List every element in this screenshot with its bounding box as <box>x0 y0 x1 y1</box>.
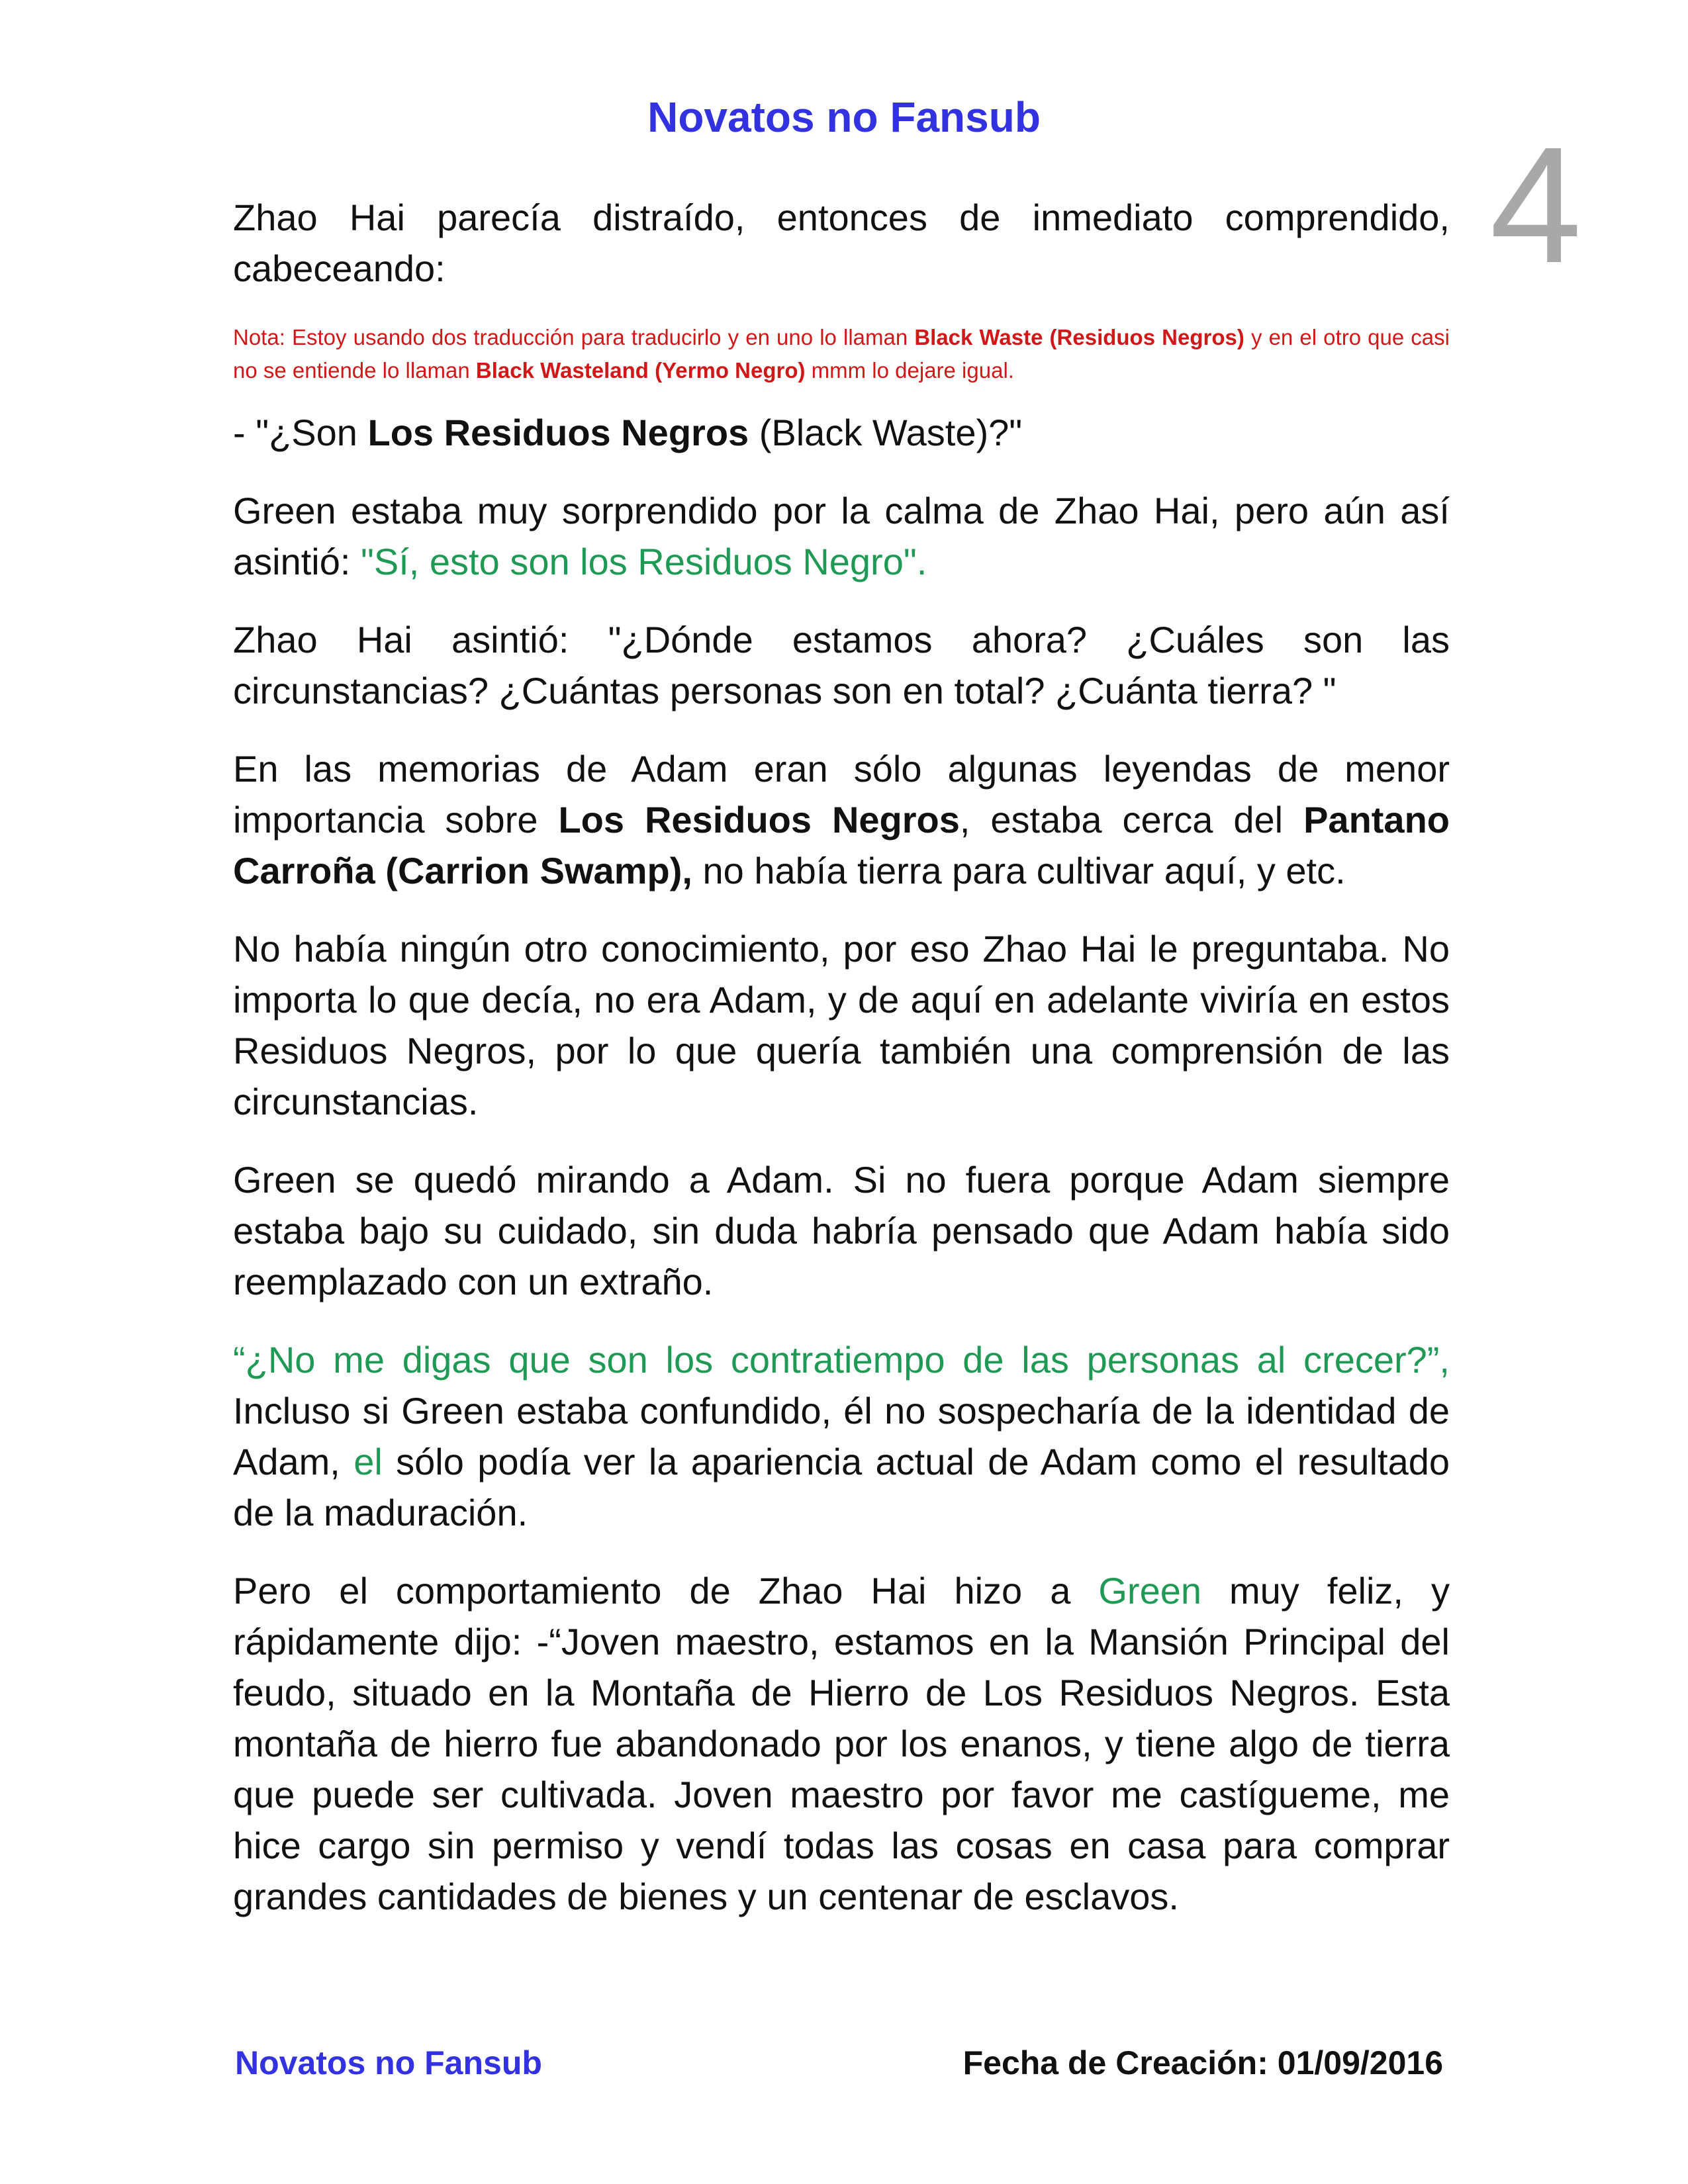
p8-text-d: sólo podía ver la apariencia actual de Adam como el resultado de la maduración. <box>233 1441 1450 1533</box>
note-term-black-wasteland: Black Wasteland (Yermo Negro) <box>475 358 806 383</box>
header-title: Novatos no Fansub <box>647 93 1041 141</box>
paragraph-2 <box>233 407 1450 458</box>
paragraph-4: Zhao Hai asintió: "¿Dónde estamos ahora? ¿Cuáles son las circunstancias? ¿Cuántas personas son en total? ¿Cuánta tierra? " <box>233 619 1450 711</box>
note-term-black-waste: Black Waste (Residuos Negros) <box>914 325 1244 349</box>
p5-term-pantano: Pantano Carroña (Carrion Swamp), <box>233 799 1450 891</box>
p2-text-c: (Black Waste)?" <box>749 412 1023 453</box>
paragraph-5 <box>233 743 1450 896</box>
footer-right: Fecha de Creación: 01/09/2016 <box>962 2044 1443 2081</box>
p8-green-word: el <box>353 1441 383 1482</box>
p9-text-a: Pero el comportamiento de Zhao Hai hizo a <box>233 1570 1099 1612</box>
footer-left: Novatos no Fansub <box>235 2044 542 2081</box>
p2-text-a: - "¿Son <box>233 412 368 453</box>
paragraph-3 <box>233 485 1450 587</box>
note-text-a: Nota: Estoy usando dos traducción para traducirlo y en uno lo llaman <box>233 325 915 349</box>
p2-term: Los Residuos Negros <box>367 412 749 453</box>
paragraph-8 <box>233 1334 1450 1538</box>
paragraph-7: Green se quedó mirando a Adam. Si no fuera porque Adam siempre estaba bajo su cuidado, sin duda habría pensado que Adam había sido reemplazado con un extraño. <box>233 1159 1450 1302</box>
p9-text-c: muy feliz, y rápidamente dijo: -“Joven maestro, estamos en la Mansión Principal del feudo, situado en la Montaña de Hierro de Los Residuos Negros. Esta montaña de hierro fue abandonado por los enanos, y tiene algo de tierra que puede ser cultivada. Joven maestro por favor me castígueme, me hice cargo sin permiso y vendí todas las cosas en casa para comprar grandes cantidades de bienes y un centenar de esclavos. <box>233 1570 1450 1917</box>
document-body <box>233 192 1450 1949</box>
paragraph-9 <box>233 1565 1450 1922</box>
p5-text-e: no había tierra para cultivar aquí, y etc. <box>692 850 1346 891</box>
translator-note <box>233 321 1450 387</box>
note-text-e: mmm lo dejare igual. <box>805 358 1014 383</box>
note-text-c: y en el otro que casi no se entiende lo llaman <box>233 325 1450 383</box>
p3-text-a: Green estaba muy sorprendido por la calma de Zhao Hai, pero aún así asintió: <box>233 490 1450 582</box>
paragraph-6: No había ningún otro conocimiento, por eso Zhao Hai le preguntaba. No importa lo que decía, no era Adam, y de aquí en adelante viviría en estos Residuos Negros, por lo que quería también una comprensión de las circunstancias. <box>233 928 1450 1122</box>
paragraph-1: Zhao Hai parecía distraído, entonces de inmediato comprendido, cabeceando: <box>233 197 1450 289</box>
p8-dialogue: “¿No me digas que son los contratiempo de las personas al crecer?”, <box>233 1339 1450 1381</box>
p9-green-name: Green <box>1098 1570 1201 1612</box>
p8-text-b: Incluso si Green estaba confundido, él no sospecharía de la identidad de Adam, <box>233 1390 1450 1482</box>
p5-text-a: En las memorias de Adam eran sólo algunas leyendas de menor importancia sobre <box>233 748 1450 841</box>
page-number: 4 <box>1489 113 1582 297</box>
p5-text-c: , estaba cerca del <box>959 799 1304 841</box>
p3-dialogue: "Sí, esto son los Residuos Negro". <box>361 541 927 582</box>
p5-term-residuos: Los Residuos Negros <box>558 799 960 841</box>
